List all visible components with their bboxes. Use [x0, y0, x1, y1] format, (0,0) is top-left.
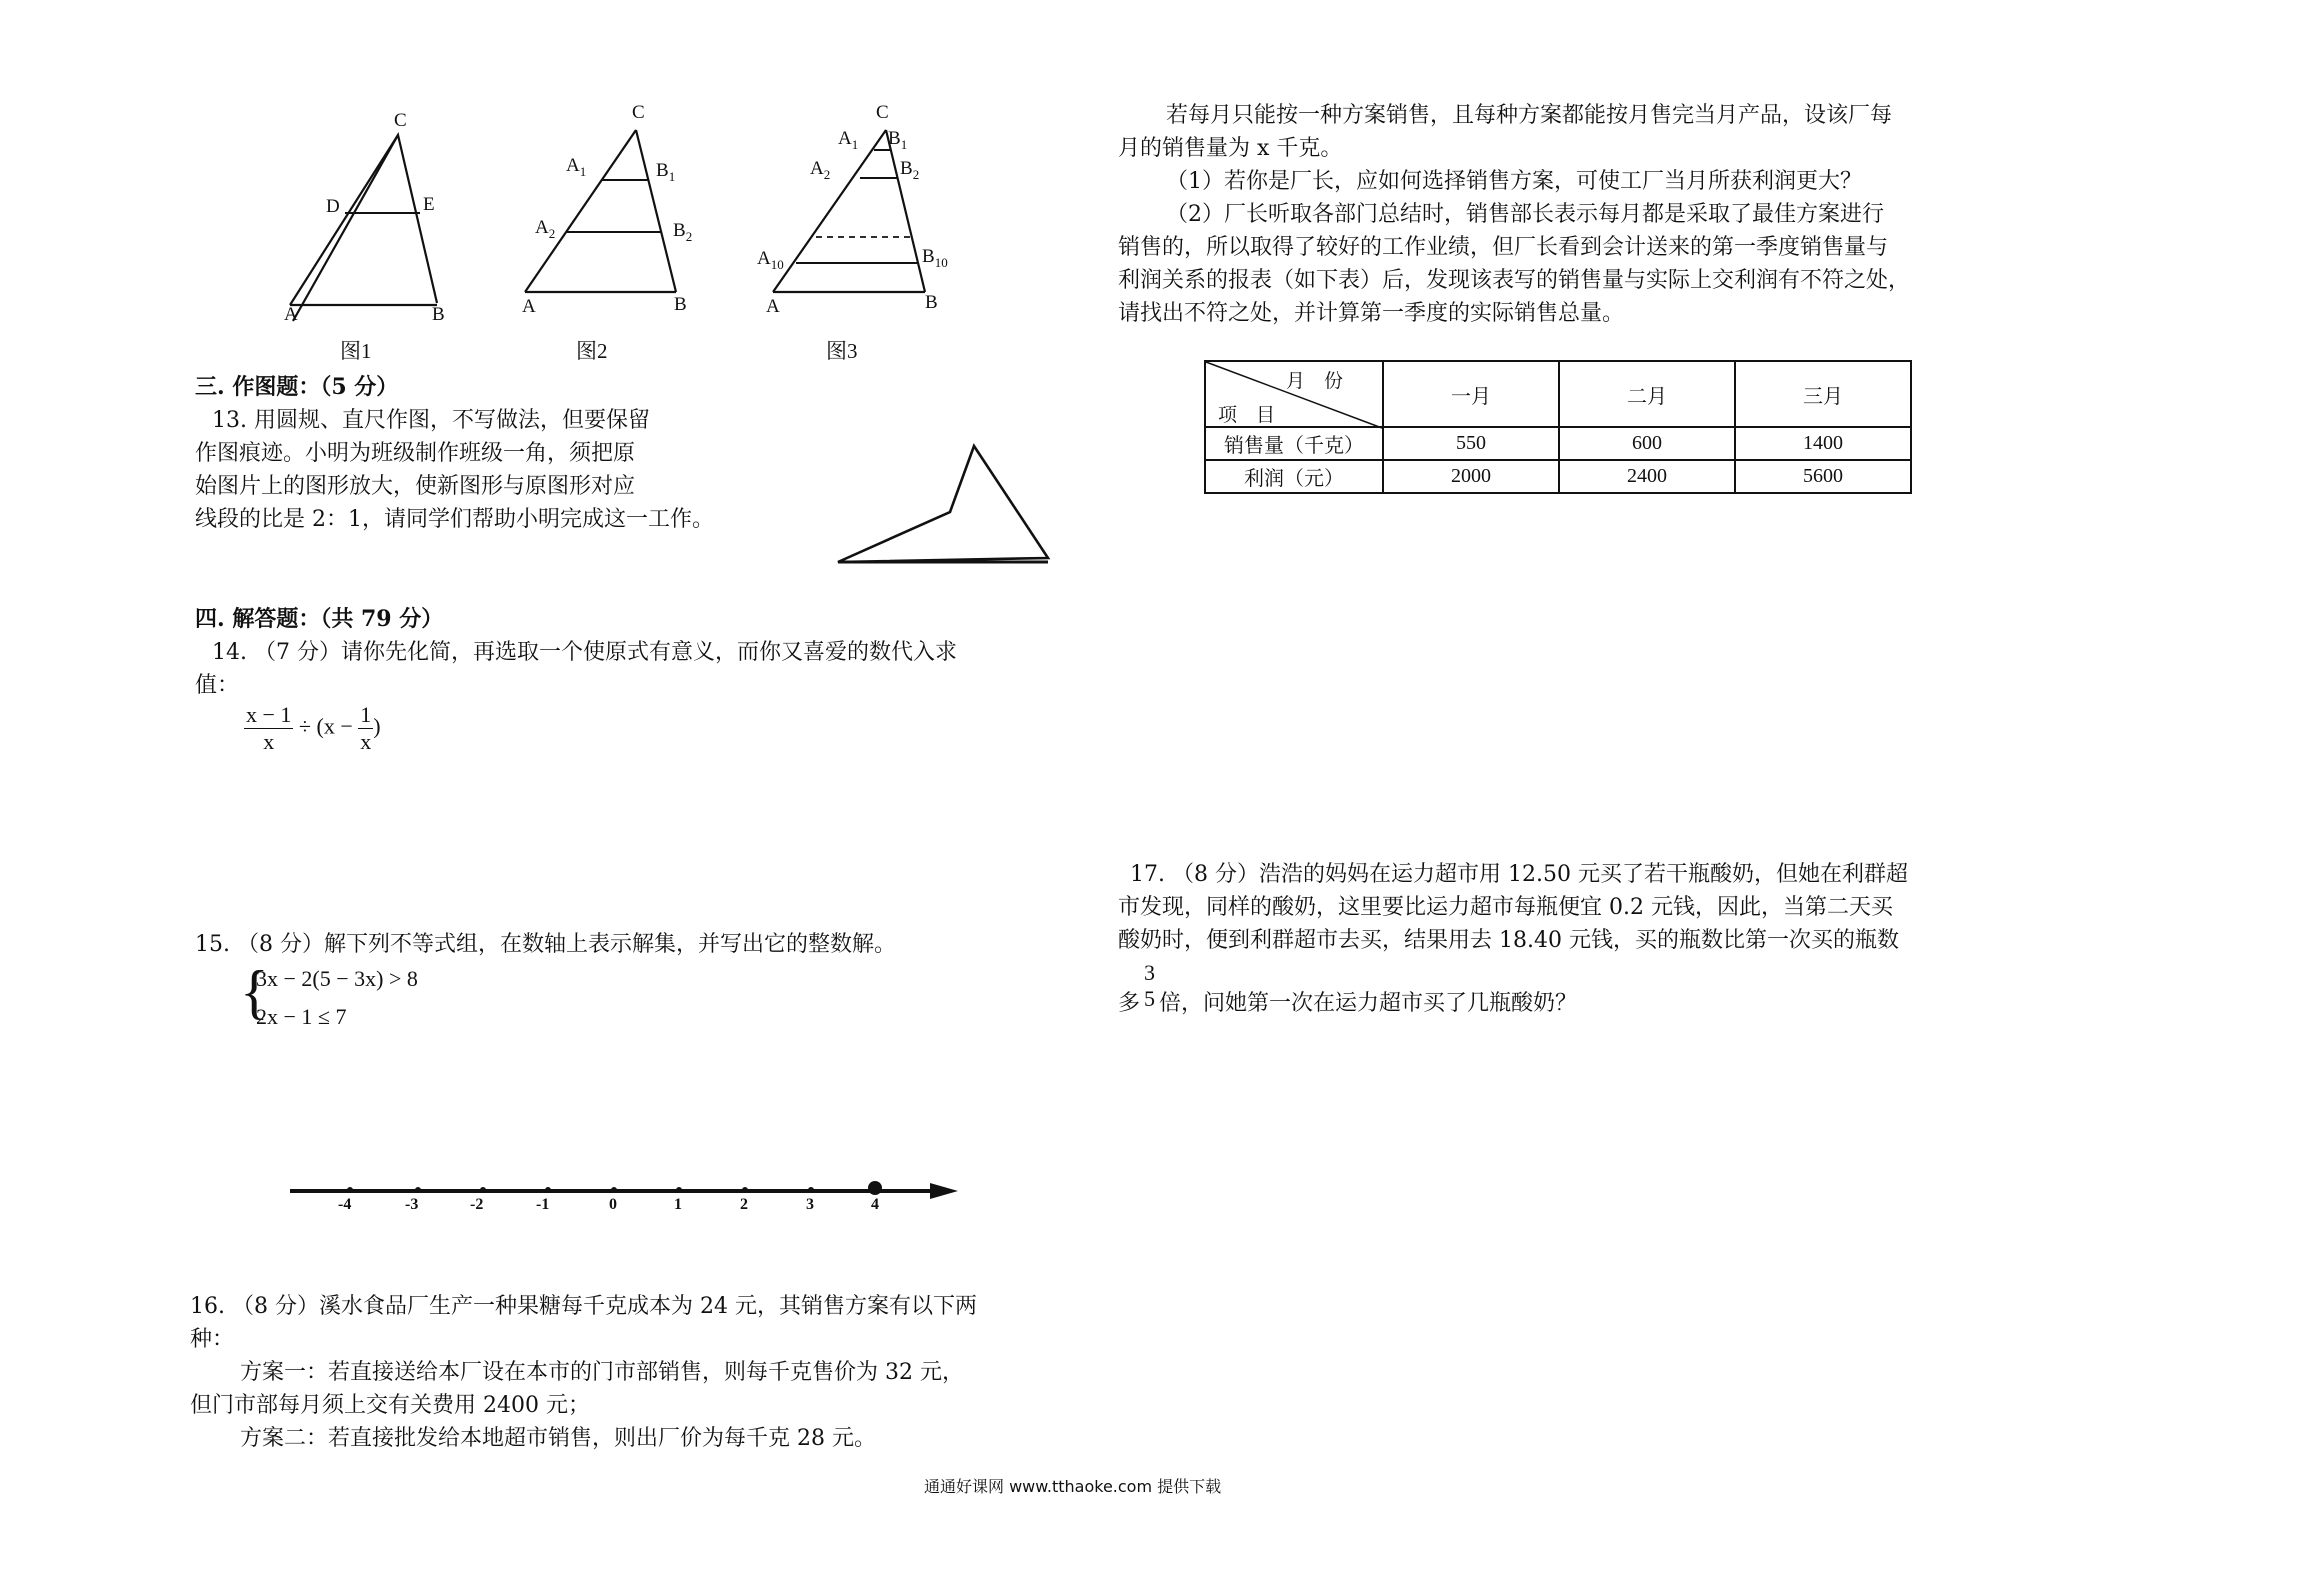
fig2-label-b1: $B_1$	[656, 160, 676, 184]
q16-line-2: 种：	[190, 1327, 235, 1352]
q14-line-2: 值：	[195, 673, 240, 698]
table-row-label: 利润（元）	[1205, 460, 1383, 493]
tick-label: -1	[536, 1196, 550, 1213]
table-cell: 2000	[1383, 460, 1559, 493]
tick-label: 3	[806, 1196, 814, 1213]
fig2-label-b2: $B_2$	[673, 220, 693, 244]
q17-fraction: 3 5	[1144, 960, 1156, 1011]
q13-line-4: 线段的比是 2：1，请同学们帮助小明完成这一工作。	[195, 507, 714, 532]
fig1-label-d: D	[326, 196, 340, 217]
footer-source: 通通好课网 www.tthaoke.com 提供下载	[924, 1477, 1222, 1496]
right-intro-line-1: 若每月只能按一种方案销售，且每种方案都能按月售完当月产品，设该厂每	[1166, 103, 1893, 128]
fig3-caption: 图3	[826, 339, 858, 363]
tick-label: -3	[405, 1196, 419, 1213]
right-part-2-line-3: 利润关系的报表（如下表）后，发现该表写的销售量与实际上交利润有不符之处，	[1118, 268, 1911, 293]
table-cell: 2400	[1559, 460, 1735, 493]
fig3-label-c: C	[876, 102, 889, 123]
fig2-label-b: B	[674, 294, 687, 315]
fig3-label-b1: $B_1$	[888, 128, 908, 152]
right-part-2-line-4: 请找出不符之处，并计算第一季度的实际销售总量。	[1118, 301, 1625, 326]
q15-inequality-2: 2x − 1 ≤ 7	[256, 1004, 347, 1029]
tick-label: -2	[470, 1196, 484, 1213]
q16-line-4: 但门市部每月须上交有关费用 2400 元；	[190, 1393, 590, 1418]
q15-text: 15. （8 分）解下列不等式组，在数轴上表示解集，并写出它的整数解。	[195, 932, 896, 957]
fig2-caption: 图2	[576, 339, 608, 363]
section4-heading: 四. 解答题：（共 79 分）	[195, 606, 444, 632]
tick-label: 4	[871, 1196, 879, 1213]
q13-line-2: 作图痕迹。小明为班级制作班级一角，须把原	[195, 441, 636, 466]
fig3-label-a: A	[766, 296, 780, 317]
table-cell: 5600	[1735, 460, 1911, 493]
tick-label: -4	[338, 1196, 352, 1213]
fig1-label-e: E	[423, 194, 435, 215]
right-part-1: （1）若你是厂长，应如何选择销售方案，可使工厂当月所获利润更大？	[1166, 169, 1862, 194]
q17-line-3: 酸奶时，便到利群超市去买，结果用去 18.40 元钱，买的瓶数比第一次买的瓶数	[1118, 928, 1899, 953]
fig3-label-a1: $A_1$	[838, 128, 859, 152]
table-header-month: 二月	[1559, 361, 1735, 427]
fig1-label-a: A	[284, 304, 298, 325]
right-part-2-line-2: 销售的，所以取得了较好的工作业绩，但厂长看到会计送来的第一季度销售量与	[1118, 235, 1889, 260]
fig2-label-a2: $A_2$	[535, 217, 556, 241]
table-header-month: 三月	[1735, 361, 1911, 427]
q14-expression: $\frac{x - 1}{x}$ ÷ (x − $\frac{1}{x}$ )	[246, 702, 381, 754]
q17-line-4	[1118, 960, 1577, 1020]
fig3-label-a10: $A_{10}$	[757, 248, 784, 272]
right-intro-line-2: 月的销售量为 x 千克。	[1118, 136, 1343, 161]
fig3-label-b: B	[925, 292, 938, 313]
fig1-label-b: B	[432, 304, 445, 325]
fig2-label-a: A	[522, 296, 536, 317]
tick-label: 2	[740, 1196, 748, 1213]
table-header-month: 一月	[1383, 361, 1559, 427]
q14-line-1: 14. （7 分）请你先化简，再选取一个使原式有意义，而你又喜爱的数代入求	[212, 640, 957, 665]
q16-line-1: 16. （8 分）溪水食品厂生产一种果糖每千克成本为 24 元，其销售方案有以下两	[190, 1294, 977, 1319]
q13-line-3: 始图片上的图形放大，使新图形与原图形对应	[195, 474, 636, 499]
q15-inequality-1: 3x − 2(5 − 3x) > 8	[256, 966, 418, 991]
table-row-label: 销售量（千克）	[1205, 427, 1383, 460]
tick-label: 0	[609, 1196, 617, 1213]
corner-month-label: 月 份	[1286, 370, 1344, 392]
fig1-label-c: C	[394, 110, 407, 131]
fig1-caption: 图1	[340, 339, 372, 363]
table-cell: 1400	[1735, 427, 1911, 460]
q17-line-1: 17. （8 分）浩浩的妈妈在运力超市用 12.50 元买了若干瓶酸奶，但她在利群超	[1130, 862, 1908, 887]
q17-last-suffix: 倍，问她第一次在运力超市买了几瓶酸奶？	[1159, 991, 1578, 1016]
sales-profit-table	[1204, 360, 1912, 494]
tick-label: 1	[674, 1196, 682, 1213]
q16-line-3: 方案一：若直接送给本厂设在本市的门市部销售，则每千克售价为 32 元，	[240, 1360, 964, 1385]
table-corner-cell	[1205, 361, 1383, 427]
q16-line-5: 方案二：若直接批发给本地超市销售，则出厂价为每千克 28 元。	[240, 1426, 876, 1451]
fig2-label-a1: $A_1$	[566, 155, 587, 179]
fig3-label-a2: $A_2$	[810, 158, 831, 182]
fig3-label-b10: $B_{10}$	[922, 246, 948, 270]
q17-last-prefix: 多	[1118, 991, 1141, 1016]
fig3-label-b2: $B_2$	[900, 158, 920, 182]
section3-heading: 三. 作图题：（5 分）	[195, 374, 399, 400]
q13-line-1: 13. 用圆规、直尺作图，不写做法，但要保留	[212, 408, 650, 433]
fig2-label-c: C	[632, 102, 645, 123]
q15-brace: {	[240, 959, 269, 1025]
table-cell: 550	[1383, 427, 1559, 460]
table-cell: 600	[1559, 427, 1735, 460]
right-part-2-line-1: （2）厂长听取各部门总结时，销售部长表示每月都是采取了最佳方案进行	[1166, 202, 1884, 227]
q17-line-2: 市发现，同样的酸奶，这里要比运力超市每瓶便宜 0.2 元钱，因此，当第二天买	[1118, 895, 1893, 920]
corner-item-label: 项 目	[1218, 404, 1276, 426]
